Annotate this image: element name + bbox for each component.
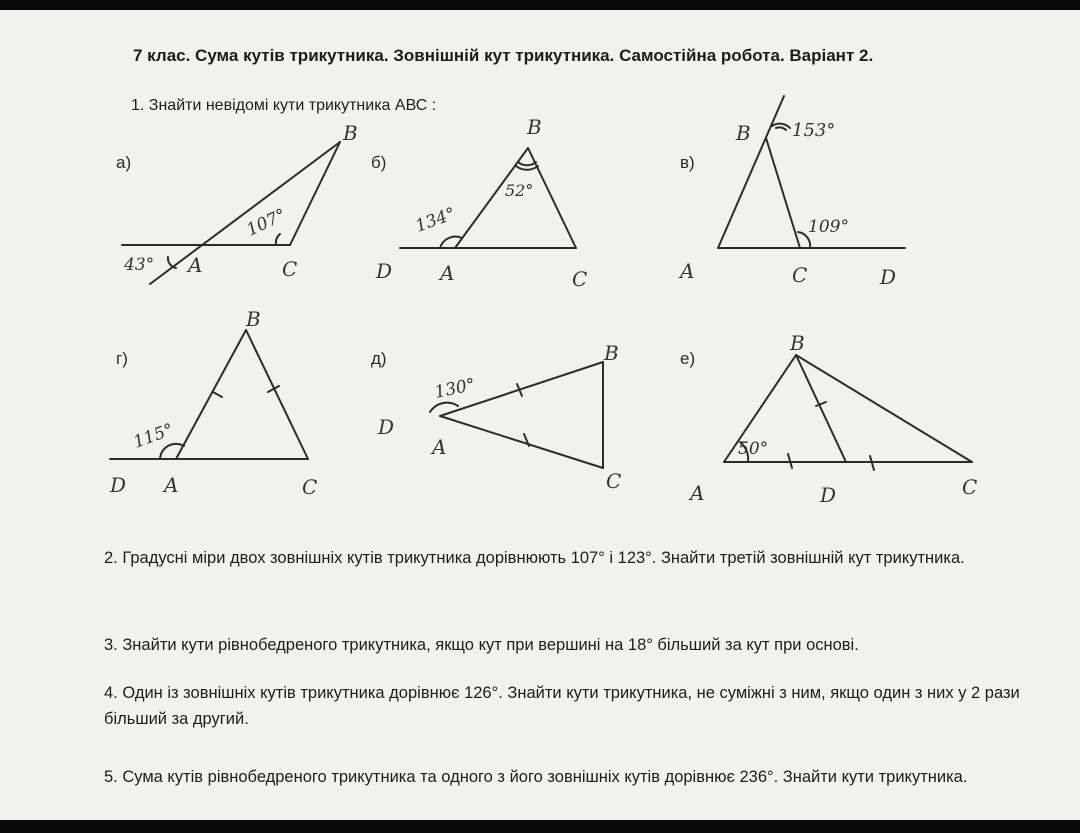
figure-e-vertex-c: C — [962, 475, 978, 499]
figure-b-vertex-c: C — [572, 267, 588, 291]
figure-g-vertex-a: A — [164, 473, 179, 497]
figures-canvas — [0, 10, 1080, 530]
task-4-text: 4. Один із зовнішніх кутів трикутника дорівнює 126°. Знайти кути трикутника, не суміжні з ним, якщо один з них у 2 рази більший за другий. — [104, 684, 1020, 728]
task-5-text: 5. Сума кутів рівнобедреного трикутника та одного з його зовнішніх кутів дорівнює 236°. Знайти кути трикутника. — [104, 768, 968, 786]
figure-v-vertex-d: D — [880, 265, 897, 289]
task-2-text: 2. Градусні міри двох зовнішніх кутів трикутника дорівнюють 107° і 123°. Знайти третій зовнішній кут трикутника. — [104, 549, 965, 567]
figure-a-angle-43: 43° — [124, 255, 155, 275]
figure-b-angle-134: 134° — [412, 203, 459, 237]
figure-e-angle-50: 50° — [738, 439, 769, 459]
figure-b-vertex-b: B — [527, 115, 542, 139]
figure-label-v: в) — [680, 153, 695, 172]
figure-v-vertex-b: B — [736, 121, 751, 145]
figure-label-b: б) — [371, 153, 387, 172]
figure-a-vertex-c: C — [282, 257, 298, 281]
figure-a-vertex-b: B — [343, 121, 358, 145]
figure-label-d: д) — [371, 349, 387, 368]
figure-e-vertex-a: A — [690, 481, 705, 505]
page-title: 7 клас. Сума кутів трикутника. Зовнішній кут трикутника. Самостійна робота. Варіант 2. — [133, 46, 874, 65]
figure-d-vertex-a: A — [432, 435, 447, 459]
figure-e-vertex-d: D — [820, 483, 837, 507]
figure-g-vertex-b: B — [246, 307, 261, 331]
figure-d-vertex-c: C — [606, 469, 622, 493]
figure-label-a: а) — [116, 153, 132, 172]
figure-v-vertex-c: C — [792, 263, 808, 287]
figure-v-angle-153: 153° — [792, 120, 836, 141]
figure-a-triangle — [122, 142, 340, 284]
figure-b-vertex-d: D — [376, 259, 393, 283]
figure-label-e: е) — [680, 349, 696, 368]
figure-b-vertex-a: A — [440, 261, 455, 285]
figure-b-angle-52: 52° — [505, 181, 534, 200]
figure-label-g: г) — [116, 349, 128, 368]
figure-g-angle-115: 115° — [130, 419, 177, 453]
figure-v-angle-109: 109° — [808, 217, 849, 237]
figure-a-vertex-a: A — [188, 253, 203, 277]
figure-d-vertex-b: B — [604, 341, 619, 365]
figure-g-vertex-d: D — [110, 473, 127, 497]
figure-d-vertex-d: D — [378, 415, 395, 439]
worksheet-page — [0, 10, 1080, 820]
figure-d-angle-130: 130° — [432, 374, 478, 403]
figure-a-angle-107: 107° — [243, 205, 290, 241]
task-1-text: 1. Знайти невідомі кути трикутника АВС : — [131, 97, 437, 114]
figure-v-vertex-a: A — [680, 259, 695, 283]
figure-g-vertex-c: C — [302, 475, 318, 499]
task-3-text: 3. Знайти кути рівнобедреного трикутника, якщо кут при вершині на 18° більший за кут при основі. — [104, 636, 859, 654]
figure-e-vertex-b: B — [790, 331, 805, 355]
